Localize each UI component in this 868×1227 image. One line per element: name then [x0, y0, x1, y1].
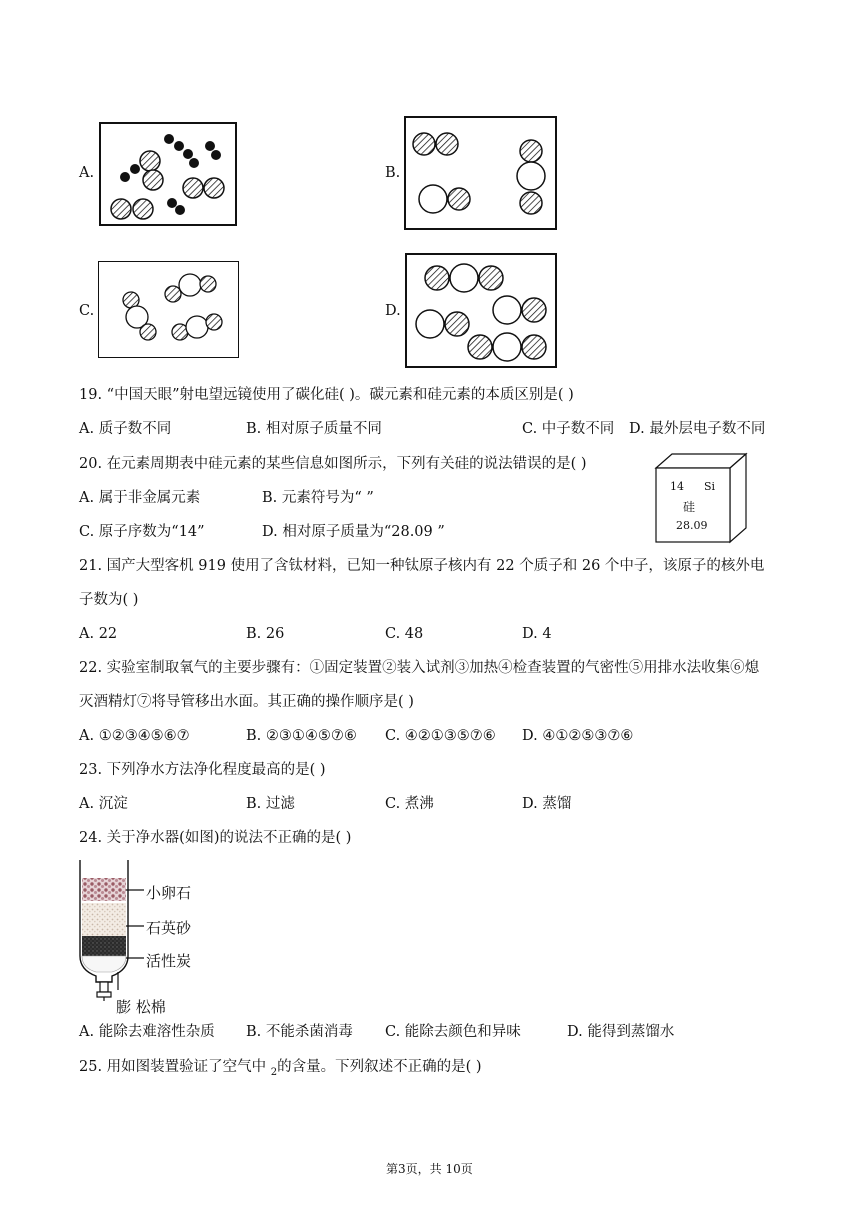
q23-option-d: D. 蒸馏	[522, 796, 572, 812]
q22-stem-line1: 22. 实验室制取氧气的主要步骤有：①固定装置②装入试剂③加热④检查装置的气密性⑤用排水法收集⑥熄	[79, 660, 760, 676]
q20-option-b: B. 元素符号为“ ”	[262, 490, 374, 506]
q21-stem-line1: 21. 国产大型客机 919 使用了含钛材料，已知一种钛原子核内有 22 个质子和 26 个中子，该原子的核外电	[79, 558, 765, 574]
silicon-atomic-number: 14	[670, 480, 684, 493]
label-pebbles: 小卵石	[146, 884, 192, 902]
label-cotton: 膨 松棉	[116, 998, 166, 1016]
q20-stem: 20. 在元素周期表中硅元素的某些信息如图所示，下列有关硅的说法错误的是( )	[79, 456, 587, 472]
q19-option-c: C. 中子数不同	[522, 421, 615, 437]
option-c-figure	[98, 261, 239, 358]
q24-option-a: A. 能除去难溶性杂质	[79, 1024, 215, 1040]
label-quartz-sand: 石英砂	[146, 919, 192, 937]
option-d-label: D.	[385, 303, 401, 319]
q22-stem-line2: 灭酒精灯⑦将导管移出水面。其正确的操作顺序是( )	[79, 694, 414, 710]
q19-stem: 19. “中国天眼”射电望远镜使用了碳化硅( )。碳元素和硅元素的本质区别是( )	[79, 387, 574, 403]
q23-option-a: A. 沉淀	[79, 796, 128, 812]
q24-stem: 24. 关于净水器(如图)的说法不正确的是( )	[79, 830, 352, 846]
silicon-name: 硅	[683, 500, 696, 514]
water-purifier-diagram	[76, 858, 246, 1018]
silicon-atomic-mass: 28.09	[676, 519, 708, 532]
option-c-label: C.	[79, 303, 95, 319]
q21-option-d: D. 4	[522, 626, 552, 642]
q20-option-a: A. 属于非金属元素	[79, 490, 201, 506]
q21-option-b: B. 26	[246, 626, 285, 642]
q23-stem: 23. 下列净水方法净化程度最高的是( )	[79, 762, 326, 778]
q22-option-b: B. ②③①④⑤⑦⑥	[246, 728, 357, 744]
q21-option-a: A. 22	[79, 626, 118, 642]
q19-option-a: A. 质子数不同	[79, 421, 172, 437]
q20-option-c: C. 原子序数为“14”	[79, 524, 205, 540]
page-footer: 第3页，共 10页	[386, 1162, 473, 1176]
q19-option-d: D. 最外层电子数不同	[629, 421, 766, 437]
silicon-symbol: Si	[704, 480, 716, 493]
q23-option-b: B. 过滤	[246, 796, 295, 812]
option-b-figure	[404, 116, 557, 230]
q22-option-d: D. ④①②⑤③⑦⑥	[522, 728, 634, 744]
silicon-element-card	[650, 452, 748, 544]
q19-option-b: B. 相对原子质量不同	[246, 421, 382, 437]
q23-option-c: C. 煮沸	[385, 796, 434, 812]
option-a-label: A.	[79, 165, 95, 181]
q25-stem-post: 的含量。下列叙述不正确的是( )	[277, 1059, 482, 1075]
q24-option-b: B. 不能杀菌消毒	[246, 1024, 353, 1040]
label-activated-carbon: 活性炭	[146, 952, 192, 970]
q21-stem-line2: 子数为( )	[79, 592, 139, 608]
q20-option-d: D. 相对原子质量为“28.09 ”	[262, 524, 445, 540]
option-b-label: B.	[385, 165, 401, 181]
q22-option-a: A. ①②③④⑤⑥⑦	[79, 728, 190, 744]
q25-stem	[79, 1058, 482, 1078]
q25-stem-pre: 25. 用如图装置验证了空气中	[79, 1059, 271, 1075]
option-d-figure	[405, 253, 557, 368]
q24-option-d: D. 能得到蒸馏水	[567, 1024, 675, 1040]
q21-option-c: C. 48	[385, 626, 424, 642]
q24-option-c: C. 能除去颜色和异味	[385, 1024, 521, 1040]
option-a-figure	[99, 122, 237, 226]
q25-stem-subscript: 2	[270, 1067, 278, 1078]
q22-option-c: C. ④②①③⑤⑦⑥	[385, 728, 496, 744]
